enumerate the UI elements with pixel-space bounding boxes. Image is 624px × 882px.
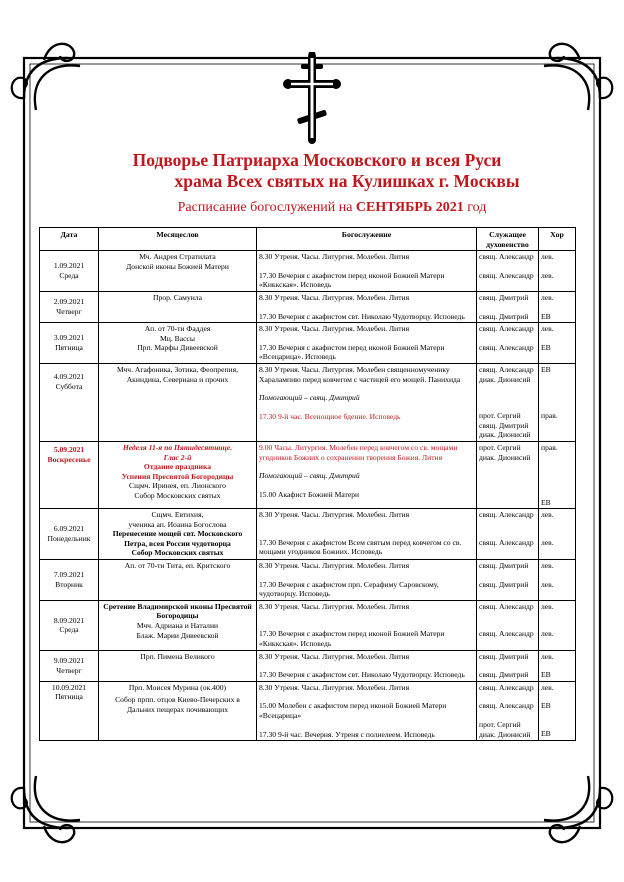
clergy-cell: свящ. Александр свящ. Александр [477,251,539,292]
saints-cell: Прп. Моисея Мурина (ок.400) Собор прпп. отцов Киево-Печерских в Дальних пещерах почивающих [99,681,257,740]
choir-cell: лев. ЕВ [539,650,576,681]
clergy-cell: прот. Сергий диак. Дионисий [477,441,539,508]
table-row [40,650,576,681]
date-cell: 5.09.2021 Воскресенье [40,441,99,508]
table-row [40,323,576,364]
table-row [40,291,576,322]
table-row [40,560,576,601]
saints-cell: Неделя 11-я по Пятидесятнице. Глас 2-й Отдание праздника Успения Пресвятой Богородицы Сщмч. Иринея, еп. Лионского Собор Московских святых [99,441,257,508]
table-row [40,251,576,292]
choir-cell: лев. лев. [539,251,576,292]
clergy-cell: свящ. Александр свящ. Александр прот. Сергий диак. Дионисий [477,681,539,740]
col-header-saints: Месяцеслов [99,228,257,251]
saints-cell: Ап. от 70-ти Фаддея Мц. Вассы Прп. Марфы Дивеевской [99,323,257,364]
service-cell: 8.30 Утреня. Часы. Литургия. Молебен. Лития 17.30 Вечерня с акафистом свт. Николаю Чудотворцу. Исповедь [257,291,477,322]
service-cell: 8.30 Утреня. Часы. Литургия. Молебен священномученику Харалампию перед ковчегом с частицей его мощей. Панихида Помогающий – свящ. Дмитрий 17.30 9-й час. Всенощное бдение. Исповедь [257,363,477,441]
col-header-service: Богослужение [257,228,477,251]
saints-cell: Ап. от 70-ти Тита, еп. Критского [99,560,257,601]
service-cell: 8.30 Утреня. Часы. Литургия. Молебен. Лития 17.30 Вечерня с акафистом Всем святым перед ковчегом со св. мощами угодников Божиих. Исповедь [257,509,477,560]
orthodox-cross-icon [283,52,341,144]
choir-cell: лев. ЕВ [539,291,576,322]
date-cell: 10.09.2021 Пятница [40,681,99,740]
saints-cell: Сщмч. Евтихия, ученика ап. Иоанна Богослова Перенесение мощей свт. Московского Петра, всея России чудотворца Собор Московских святых [99,509,257,560]
service-cell: 8.30 Утреня. Часы. Литургия. Молебен. Лития 17.30 Вечерня с акафистом перед иконой Божией Матери «Киккская». Исповедь [257,600,477,650]
saints-cell: Прор. Самуила [99,291,257,322]
table-row [40,363,576,441]
col-header-clergy: Служащее духовенство [477,228,539,251]
choir-cell: лев. лев. [539,509,576,560]
header-title-line2: храма Всех святых на Кулишках г. Москвы [174,171,520,191]
col-header-choir: Хор [539,228,576,251]
service-cell: 8.30 Утреня. Часы. Литургия. Молебен. Лития 17.30 Вечерня с акафистом свт. Николаю Чудотворцу. Исповедь [257,650,477,681]
clergy-cell: свящ. Александр диак. Дионисий прот. Сергий свящ. Дмитрий диак. Дионисий [477,363,539,441]
clergy-cell: свящ. Александр свящ. Александр [477,323,539,364]
table-row [40,600,576,650]
header-subtitle: Расписание богослужений на СЕНТЯБРЬ 2021 год [177,200,487,215]
service-cell: 9.00 Часы. Литургия. Молебен перед ковчегом со св. мощами угодников Божиих о сохранении творения Божия. Лития Помогающий – свящ. Дмитрий 15.00 Акафист Божией Матери [257,441,477,508]
schedule-table [39,227,576,741]
col-header-date: Дата [40,228,99,251]
choir-cell: ЕВ прав. [539,363,576,441]
clergy-cell: свящ. Дмитрий свящ. Дмитрий [477,650,539,681]
clergy-cell: свящ. Александр свящ. Александр [477,509,539,560]
saints-cell: Прп. Пимена Великого [99,650,257,681]
date-cell: 6.09.2021 Понедельник [40,509,99,560]
service-cell: 8.30 Утреня. Часы. Литургия. Молебен. Лития 17.30 Вечерня с акафистом прп. Серафиму Саровскому, чудотворцу. Исповедь [257,560,477,601]
date-cell: 3.09.2021 Пятница [40,323,99,364]
date-cell: 9.09.2021 Четверг [40,650,99,681]
choir-cell: прав. ЕВ [539,441,576,508]
choir-cell: лев. ЕВ [539,323,576,364]
table-row [40,509,576,560]
service-cell: 8.30 Утреня. Часы. Литургия. Молебен. Лития 15.00 Молебен с акафистом перед иконой Божией Матери «Всецарица» 17.30 9-й час. Вечерня. Утреня с полиелеем. Исповедь [257,681,477,740]
date-cell: 7.09.2021 Вторник [40,560,99,601]
saints-cell: Мчч. Агафоника, Зотика, Феопрепия, Акиндина, Севериана и прочих [99,363,257,441]
saints-cell: Мч. Андрея Стратилата Донской иконы Божией Матери [99,251,257,292]
saints-cell: Сретение Владимирской иконы Пресвятой Богородицы Мчч. Адриана и Наталии Блаж. Марии Дивеевской [99,600,257,650]
clergy-cell: свящ. Александр свящ. Александр [477,600,539,650]
table-header-row [40,228,576,251]
clergy-cell: свящ. Дмитрий свящ. Дмитрий [477,291,539,322]
service-cell: 8.30 Утреня. Часы. Литургия. Молебен. Лития 17.30 Вечерня с акафистом перед иконой Божией Матери «Всецарица». Исповедь [257,323,477,364]
header-title-line1: Подворье Патриарха Московского и всея Руси [132,150,502,170]
page-header [60,150,564,218]
service-cell: 8.30 Утреня. Часы. Литургия. Молебен. Лития 17.30 Вечерня с акафистом перед иконой Божией Матери «Киккская». Исповедь [257,251,477,292]
table-row [40,441,576,508]
choir-cell: лев. лев. [539,600,576,650]
choir-cell: лев. ЕВ ЕВ [539,681,576,740]
clergy-cell: свящ. Дмитрий свящ. Дмитрий [477,560,539,601]
table-row [40,681,576,740]
date-cell: 4.09.2021 Суббота [40,363,99,441]
choir-cell: лев. лев. [539,560,576,601]
date-cell: 1.09.2021 Среда [40,251,99,292]
date-cell: 8.09.2021 Среда [40,600,99,650]
date-cell: 2.09.2021 Четверг [40,291,99,322]
